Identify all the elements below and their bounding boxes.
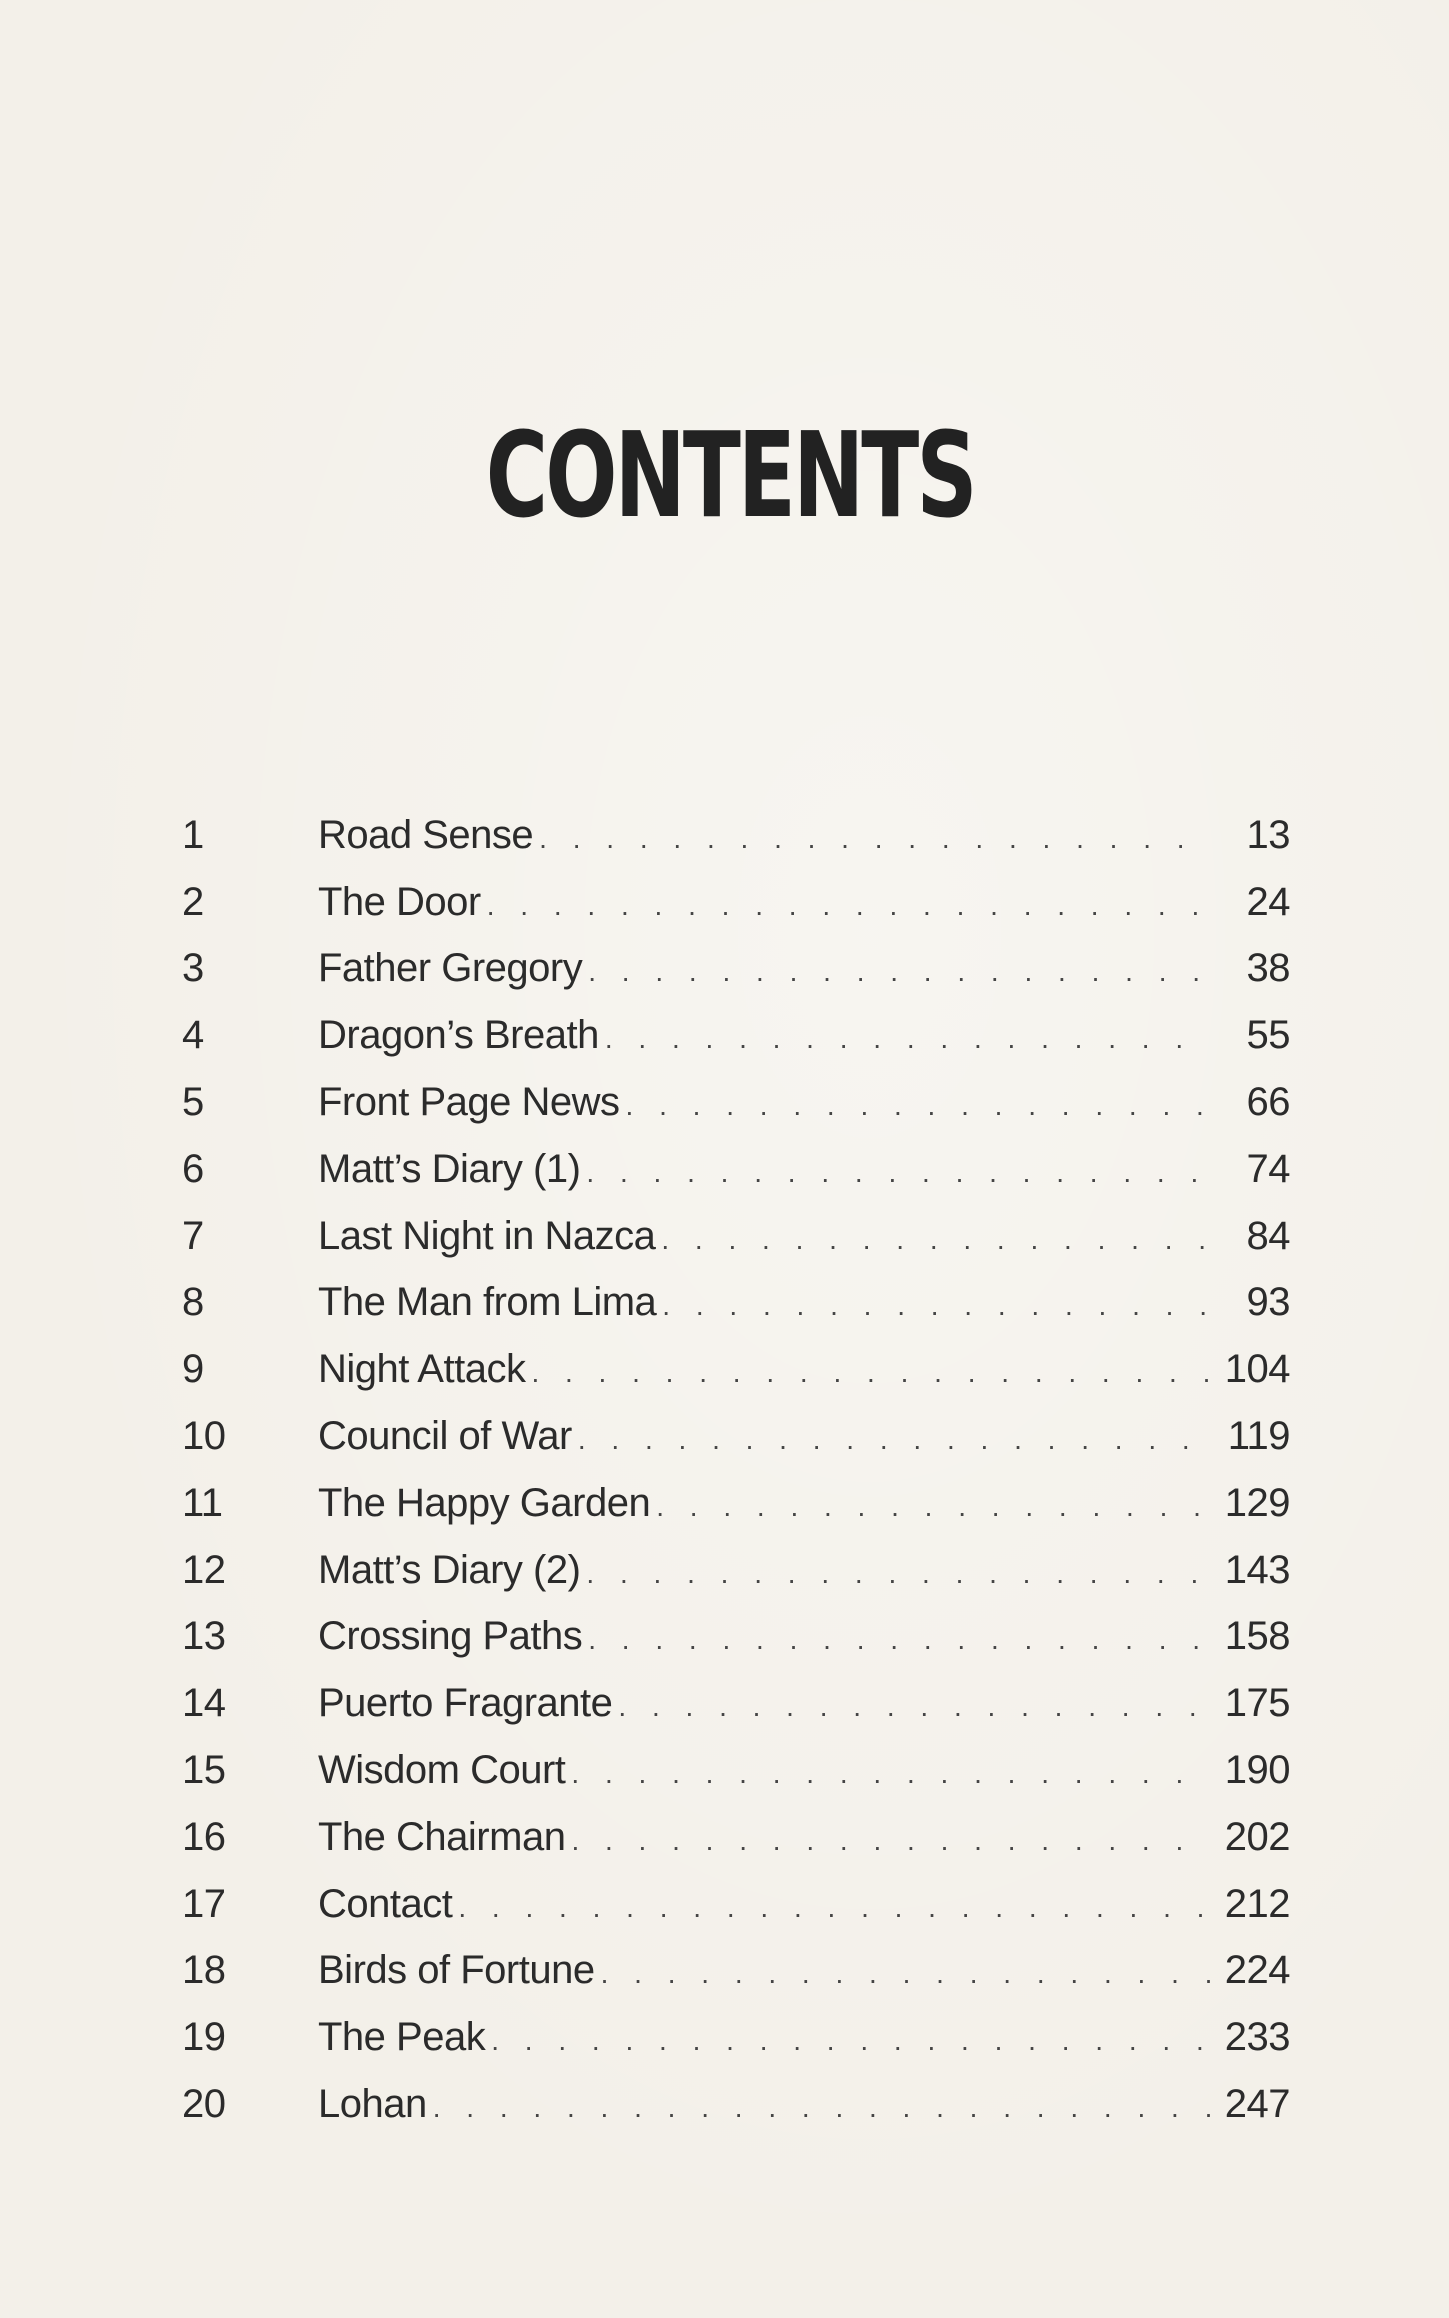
toc-row <box>182 1737 1290 1804</box>
page-number: 233 <box>1224 2015 1290 2060</box>
chapter-title: Council of War <box>318 1414 572 1459</box>
chapter-number: 12 <box>182 1547 226 1592</box>
dot-leader <box>661 1224 1210 1256</box>
dot-leader <box>586 1157 1210 1189</box>
toc-row <box>182 1670 1290 1737</box>
chapter-number: 8 <box>182 1280 204 1325</box>
dot-leader <box>662 1290 1210 1322</box>
dot-leader <box>586 1558 1210 1590</box>
chapter-title: Last Night in Nazca <box>318 1213 656 1258</box>
dot-leader <box>618 1691 1210 1723</box>
chapter-title: Puerto Fragrante <box>318 1681 613 1726</box>
chapter-number: 19 <box>182 2015 226 2060</box>
dot-leader <box>588 956 1210 988</box>
chapter-title: Contact <box>318 1881 453 1926</box>
chapter-title: Night Attack <box>318 1347 526 1392</box>
chapter-title: Front Page News <box>318 1080 620 1125</box>
chapter-number: 1 <box>182 812 204 857</box>
toc-row <box>182 936 1290 1003</box>
page-number: 212 <box>1224 1881 1290 1926</box>
chapter-title: The Chairman <box>318 1814 566 1859</box>
toc-row <box>182 1804 1290 1871</box>
chapter-title: Dragon’s Breath <box>318 1013 599 1058</box>
dot-leader <box>656 1491 1210 1523</box>
dot-leader <box>601 1958 1210 1990</box>
page-number: 38 <box>1246 946 1290 991</box>
toc-row <box>182 802 1290 869</box>
chapter-number: 14 <box>182 1681 226 1726</box>
dot-leader <box>491 2025 1210 2057</box>
page-number: 55 <box>1246 1013 1290 1058</box>
chapter-title: Birds of Fortune <box>318 1948 595 1993</box>
dot-leader <box>571 1758 1210 1790</box>
chapter-number: 5 <box>182 1080 204 1125</box>
chapter-number: 16 <box>182 1814 226 1859</box>
chapter-title: Wisdom Court <box>318 1748 566 1793</box>
page-number: 175 <box>1224 1681 1290 1726</box>
page-number: 202 <box>1224 1814 1290 1859</box>
dot-leader <box>539 823 1210 855</box>
toc-row <box>182 1203 1290 1270</box>
chapter-title: Father Gregory <box>318 946 583 991</box>
toc-row <box>182 1336 1290 1403</box>
toc-row <box>182 869 1290 936</box>
chapter-number: 6 <box>182 1146 204 1191</box>
page-number: 129 <box>1224 1480 1290 1525</box>
toc-row <box>182 1069 1290 1136</box>
dot-leader <box>458 1892 1210 1924</box>
dot-leader <box>487 890 1210 922</box>
page-number: 24 <box>1246 879 1290 924</box>
chapter-title: Matt’s Diary (1) <box>318 1146 581 1191</box>
chapter-number: 20 <box>182 2082 226 2127</box>
dot-leader <box>605 1023 1210 1055</box>
toc-row <box>182 1871 1290 1938</box>
chapter-title: The Door <box>318 879 481 924</box>
chapter-number: 17 <box>182 1881 226 1926</box>
page-number: 13 <box>1246 812 1290 857</box>
toc-row <box>182 1403 1290 1470</box>
dot-leader <box>626 1090 1210 1122</box>
page-number: 119 <box>1227 1414 1290 1459</box>
chapter-title: Matt’s Diary (2) <box>318 1547 581 1592</box>
dot-leader <box>531 1357 1210 1389</box>
page-number: 143 <box>1224 1547 1290 1592</box>
page-title: CONTENTS <box>485 406 975 544</box>
chapter-number: 4 <box>182 1013 204 1058</box>
chapter-title: Road Sense <box>318 812 534 857</box>
page-number: 224 <box>1224 1948 1290 1993</box>
toc-row <box>182 1938 1290 2005</box>
toc-row <box>182 1136 1290 1203</box>
chapter-number: 3 <box>182 946 204 991</box>
table-of-contents <box>182 802 1290 2138</box>
toc-row <box>182 2071 1290 2138</box>
toc-row <box>182 1537 1290 1604</box>
chapter-title: Lohan <box>318 2082 427 2127</box>
chapter-number: 15 <box>182 1748 226 1793</box>
dot-leader <box>571 1825 1210 1857</box>
toc-row <box>182 1002 1290 1069</box>
page-number: 190 <box>1224 1748 1290 1793</box>
chapter-number: 7 <box>182 1213 204 1258</box>
toc-row <box>182 1270 1290 1337</box>
page-number: 84 <box>1246 1213 1290 1258</box>
chapter-number: 13 <box>182 1614 226 1659</box>
page-number: 158 <box>1224 1614 1290 1659</box>
toc-row <box>182 2004 1290 2071</box>
page-number: 74 <box>1246 1146 1290 1191</box>
toc-row <box>182 1470 1290 1537</box>
page-number: 66 <box>1246 1080 1290 1125</box>
chapter-title: Crossing Paths <box>318 1614 583 1659</box>
page-number: 104 <box>1224 1347 1290 1392</box>
chapter-number: 10 <box>182 1414 226 1459</box>
chapter-title: The Man from Lima <box>318 1280 657 1325</box>
page-number: 93 <box>1246 1280 1290 1325</box>
page-number: 247 <box>1224 2082 1290 2127</box>
dot-leader <box>588 1624 1210 1656</box>
chapter-title: The Peak <box>318 2015 486 2060</box>
chapter-number: 2 <box>182 879 204 924</box>
chapter-title: The Happy Garden <box>318 1480 651 1525</box>
chapter-number: 18 <box>182 1948 226 1993</box>
dot-leader <box>433 2092 1210 2124</box>
chapter-number: 9 <box>182 1347 204 1392</box>
dot-leader <box>578 1424 1210 1456</box>
toc-row <box>182 1604 1290 1671</box>
chapter-number: 11 <box>182 1480 223 1525</box>
